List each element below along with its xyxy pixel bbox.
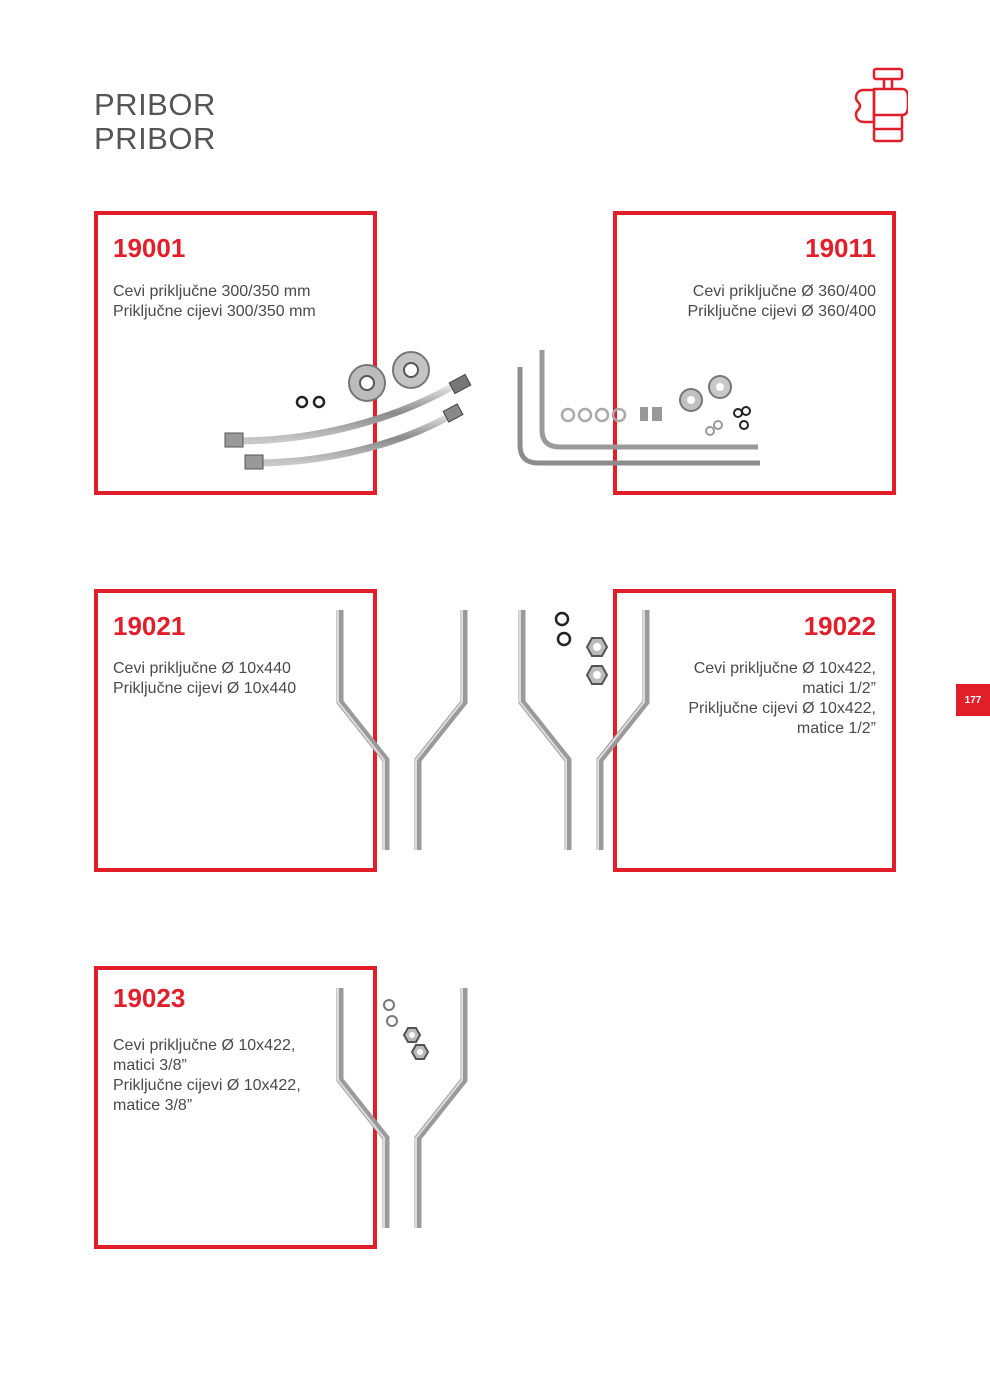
- y-pipe-pair-with-nuts-image: [512, 610, 657, 850]
- page-number-tab: 177: [956, 684, 990, 716]
- description-line: matici 3/8”: [113, 1057, 187, 1074]
- product-code: 19011: [805, 233, 876, 263]
- description-line: matice 1/2”: [796, 720, 876, 737]
- description-line: matice 3/8”: [113, 1097, 193, 1114]
- product-description: [113, 659, 296, 699]
- product-description: [113, 282, 316, 322]
- description-line: Priključne cijevi 300/350 mm: [113, 303, 316, 320]
- description-line: Priključne cijevi Ø 10x422,: [113, 1077, 301, 1094]
- product-description: [687, 282, 876, 322]
- description-line: Priključne cijevi Ø 360/400: [687, 303, 876, 320]
- product-description: [688, 659, 876, 739]
- description-line: matici 1/2”: [802, 680, 876, 697]
- product-code: 19022: [803, 611, 876, 641]
- description-line: Cevi priključne Ø 10x422,: [693, 660, 876, 677]
- product-code: 19023: [113, 983, 186, 1013]
- page-title-line-2: PRIBOR: [94, 121, 216, 156]
- page-title-line-1: PRIBOR: [94, 87, 216, 122]
- product-description: [113, 1036, 301, 1116]
- product-code: 19001: [113, 233, 186, 263]
- description-line: Cevi priključne Ø 360/400: [692, 283, 876, 300]
- description-line: Cevi priključne Ø 10x422,: [113, 1037, 296, 1054]
- valve-fitting-icon: [850, 66, 908, 146]
- product-code: 19021: [113, 611, 186, 641]
- y-pipe-pair-with-nuts-image: [330, 988, 475, 1228]
- description-line: Cevi priključne 300/350 mm: [113, 283, 311, 300]
- y-pipe-pair-image: [330, 610, 475, 850]
- description-line: Priključne cijevi Ø 10x422,: [688, 700, 876, 717]
- description-line: Cevi priključne Ø 10x440: [113, 660, 291, 677]
- elbow-pipes-image: [510, 345, 770, 475]
- flexible-hoses-image: [215, 345, 480, 475]
- description-line: Priključne cijevi Ø 10x440: [113, 680, 297, 697]
